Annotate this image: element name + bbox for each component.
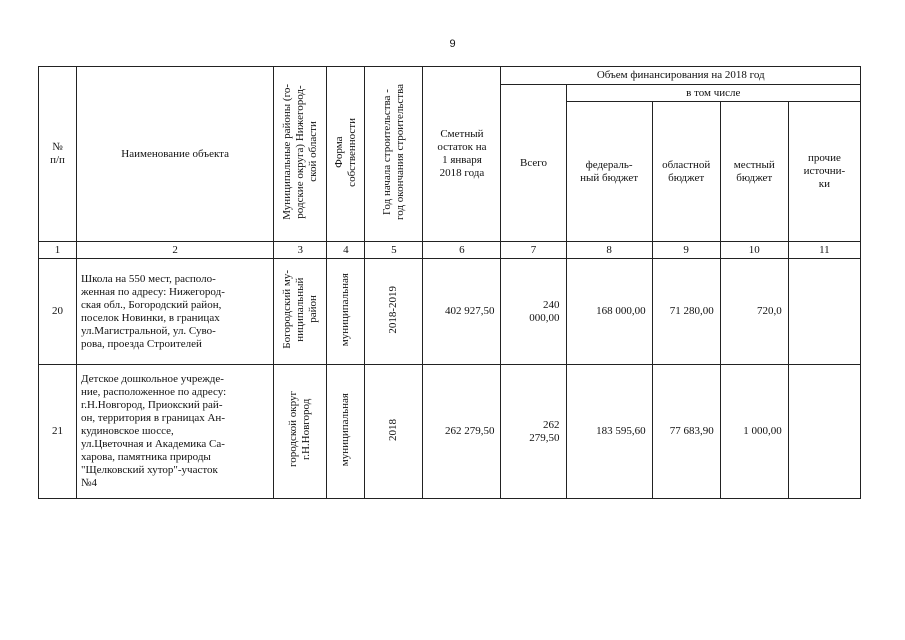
header-balance: Сметный остаток на 1 января 2018 года	[423, 67, 501, 242]
row-name: Школа на 550 мест, располо- женная по адресу: Нижегород- ская обл., Богородский район, поселок Новинки, в границах ул.Магистральной, ул. Суво- рова, проезда Строителей	[77, 259, 274, 365]
header-years: Год начала строительства - год окончания строительства	[365, 67, 423, 242]
row-federal: 168 000,00	[566, 259, 652, 365]
table-row	[39, 259, 861, 365]
column-number: 3	[274, 242, 327, 259]
column-number: 7	[501, 242, 566, 259]
row-balance: 262 279,50	[423, 365, 501, 499]
column-number: 11	[788, 242, 860, 259]
header-including: в том числе	[566, 85, 860, 102]
row-name: Детское дошкольное учрежде- ние, расположенное по адресу: г.Н.Новгород, Приокский рай- он, территория в границах Ан- кудиновское шоссе, ул.Цветочная и Академика Са- харова, памятника природы "Щелковский хутор"-участок №4	[77, 365, 274, 499]
row-local: 720,0	[720, 259, 788, 365]
row-regional: 71 280,00	[652, 259, 720, 365]
row-other	[788, 259, 860, 365]
row-years: 2018	[365, 365, 423, 499]
header-local: местный бюджет	[720, 102, 788, 242]
header-regional: областной бюджет	[652, 102, 720, 242]
header-ownership: Форма собственности	[327, 67, 365, 242]
header-district: Муниципальные районы (го- родские округа) Нижегород- ской области	[274, 67, 327, 242]
column-number: 9	[652, 242, 720, 259]
column-number: 8	[566, 242, 652, 259]
row-ownership: муниципальная	[327, 259, 365, 365]
row-regional: 77 683,90	[652, 365, 720, 499]
row-ownership: муниципальная	[327, 365, 365, 499]
column-number: 2	[77, 242, 274, 259]
row-district: Богородский му- ниципальный район	[274, 259, 327, 365]
row-federal: 183 595,60	[566, 365, 652, 499]
header-total: Всего	[501, 85, 566, 242]
row-total: 262 279,50	[501, 365, 566, 499]
row-district: городской округ г.Н.Новгород	[274, 365, 327, 499]
row-local: 1 000,00	[720, 365, 788, 499]
header-other: прочие источни- ки	[788, 102, 860, 242]
row-no: 21	[39, 365, 77, 499]
financing-table	[38, 66, 861, 499]
header-federal: федераль- ный бюджет	[566, 102, 652, 242]
table-row	[39, 365, 861, 499]
column-number-row	[39, 242, 861, 259]
row-years: 2018-2019	[365, 259, 423, 365]
column-number: 5	[365, 242, 423, 259]
column-number: 6	[423, 242, 501, 259]
row-total: 240 000,00	[501, 259, 566, 365]
header-funding: Объем финансирования на 2018 год	[501, 67, 861, 85]
column-number: 1	[39, 242, 77, 259]
row-no: 20	[39, 259, 77, 365]
page-number: 9	[449, 38, 456, 50]
row-other	[788, 365, 860, 499]
header-name: Наименование объекта	[77, 67, 274, 242]
column-number: 10	[720, 242, 788, 259]
row-balance: 402 927,50	[423, 259, 501, 365]
header-row-1	[39, 67, 861, 85]
column-number: 4	[327, 242, 365, 259]
header-no: № п/п	[39, 67, 77, 242]
